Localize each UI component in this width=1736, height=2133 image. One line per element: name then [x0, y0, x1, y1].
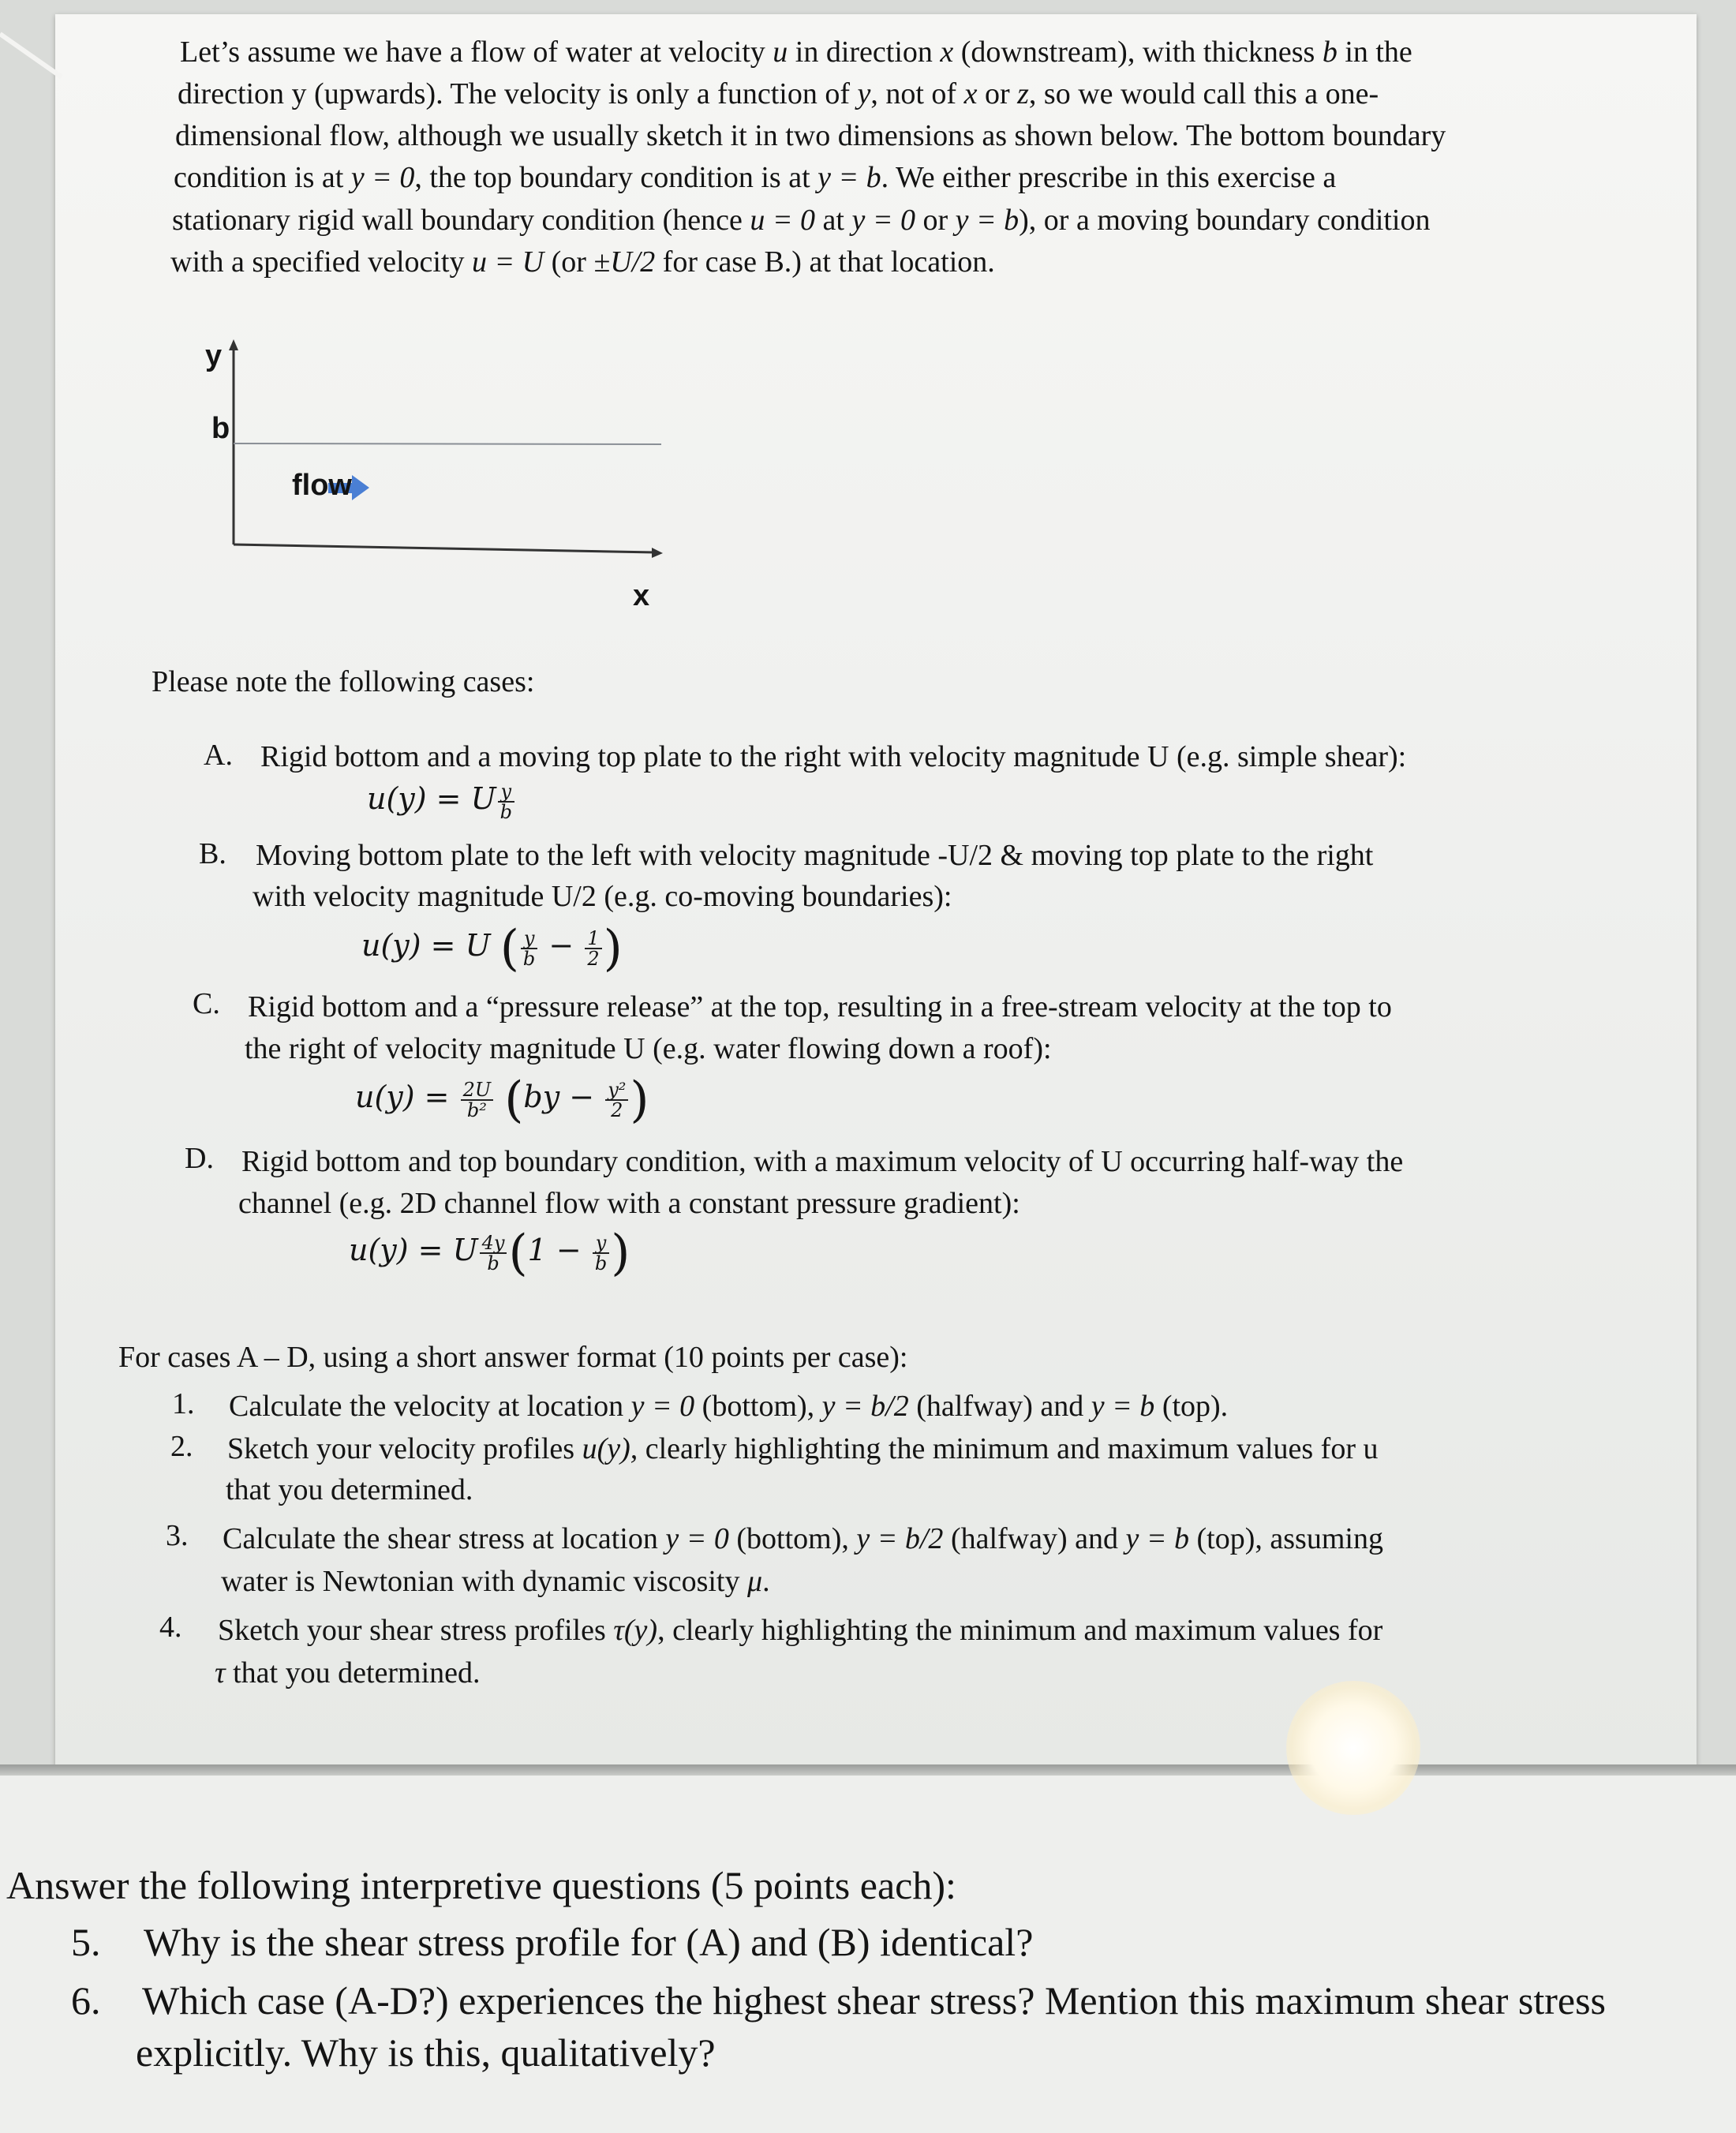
x-axis-arrowhead — [652, 548, 663, 558]
case-d-text-1: Rigid bottom and top boundary condition, with a maximum velocity of U occurring half-way the — [241, 1145, 1404, 1178]
case-b-marker: B. — [199, 837, 226, 870]
case-c-text-1: Rigid bottom and a “pressure release” at the top, resulting in a free-stream velocity at the top to — [248, 990, 1392, 1023]
task-4-number: 4. — [159, 1611, 182, 1644]
case-d-text-2: channel (e.g. 2D channel flow with a constant pressure gradient): — [238, 1187, 1020, 1220]
top-boundary — [234, 443, 661, 444]
task-2-text-1: Sketch your velocity profiles u(y), clearly highlighting the minimum and maximum values for u — [227, 1432, 1379, 1465]
task-2-text-2: that you determined. — [226, 1473, 473, 1506]
case-a-equation: u(y) = U $\frac{y}{b}$ — [367, 781, 516, 821]
case-b-text-1: Moving bottom plate to the left with velocity magnitude -U/2 & moving top plate to the right — [256, 839, 1374, 872]
flow-diagram — [189, 331, 694, 631]
task-3-text-1: Calculate the shear stress at location y = 0 (bottom), y = b/2 (halfway) and y = b (top), assuming — [223, 1522, 1383, 1555]
x-axis — [234, 544, 655, 552]
question-6-number: 6. — [71, 1978, 101, 2023]
x-axis-label: x — [633, 579, 650, 612]
interpretive-heading: Answer the following interpretive questions (5 points each): — [6, 1863, 956, 1907]
case-d-equation: u(y) = U $\frac{4y}{b}$ (1 − $\frac{y}{b}$ ) — [349, 1223, 630, 1282]
case-c-marker: C. — [193, 987, 220, 1020]
cases-heading: Please note the following cases: — [152, 665, 535, 698]
flow-diagram-svg — [189, 331, 694, 631]
flow-label: flow — [292, 469, 352, 502]
intro-line-4: condition is at y = 0, the top boundary condition is at y = b. We either prescribe in this exercise a — [174, 161, 1337, 194]
case-c-equation: u(y) = $\frac{2U}{\text{b²}}$ (by − $\frac{\text{y²}}{2}$ ) — [355, 1070, 649, 1128]
case-c-text-2: the right of velocity magnitude U (e.g. water flowing down a roof): — [245, 1032, 1052, 1065]
case-a-marker: A. — [204, 739, 233, 772]
b-label: b — [211, 412, 230, 445]
case-a-text: Rigid bottom and a moving top plate to the right with velocity magnitude U (e.g. simple shear): — [260, 740, 1407, 773]
y-axis-arrowhead — [229, 339, 238, 350]
task-4-text-2: τ that you determined. — [215, 1656, 481, 1690]
intro-line-3: dimensional flow, although we usually sketch it in two dimensions as shown below. The bottom boundary — [175, 119, 1446, 152]
task-3-text-2: water is Newtonian with dynamic viscosity μ. — [221, 1565, 770, 1598]
task-2-number: 2. — [170, 1430, 193, 1463]
case-d-marker: D. — [185, 1142, 214, 1175]
intro-line-5: stationary rigid wall boundary condition (hence u = 0 at y = 0 or y = b), or a moving boundary condition — [172, 204, 1431, 237]
corner-mark — [0, 32, 63, 79]
y-axis-label: y — [205, 339, 223, 372]
question-6-text-2: explicitly. Why is this, qualitatively? — [136, 2030, 716, 2075]
task-3-number: 3. — [166, 1519, 189, 1552]
question-6-text-1: Which case (A-D?) experiences the highest shear stress? Mention this maximum shear stress — [142, 1978, 1606, 2023]
page-edge — [0, 1764, 1736, 1776]
intro-line-1: Let’s assume we have a flow of water at velocity u in direction x (downstream), with thickness b in the — [180, 36, 1412, 69]
intro-line-2: direction y (upwards). The velocity is only a function of y, not of x or z, so we would call this a one- — [178, 77, 1379, 110]
task-1-text: Calculate the velocity at location y = 0 (bottom), y = b/2 (halfway) and y = b (top). — [229, 1390, 1229, 1423]
light-glare — [1286, 1681, 1420, 1815]
case-b-text-2: with velocity magnitude U/2 (e.g. co-moving boundaries): — [253, 880, 952, 913]
question-5-text: Why is the shear stress profile for (A) and (B) identical? — [144, 1920, 1034, 1964]
task-1-number: 1. — [172, 1387, 195, 1420]
tasks-heading: For cases A – D, using a short answer format (10 points per case): — [118, 1341, 908, 1374]
task-4-text-1: Sketch your shear stress profiles τ(y), clearly highlighting the minimum and maximum values for — [218, 1614, 1383, 1647]
intro-line-6: with a specified velocity u = U (or ±U/2 for case B.) at that location. — [170, 245, 995, 279]
question-5-number: 5. — [71, 1920, 101, 1964]
case-b-equation: u(y) = U ( $\frac{y}{b}$ − $\frac{1}{2}$ ) — [361, 919, 623, 977]
